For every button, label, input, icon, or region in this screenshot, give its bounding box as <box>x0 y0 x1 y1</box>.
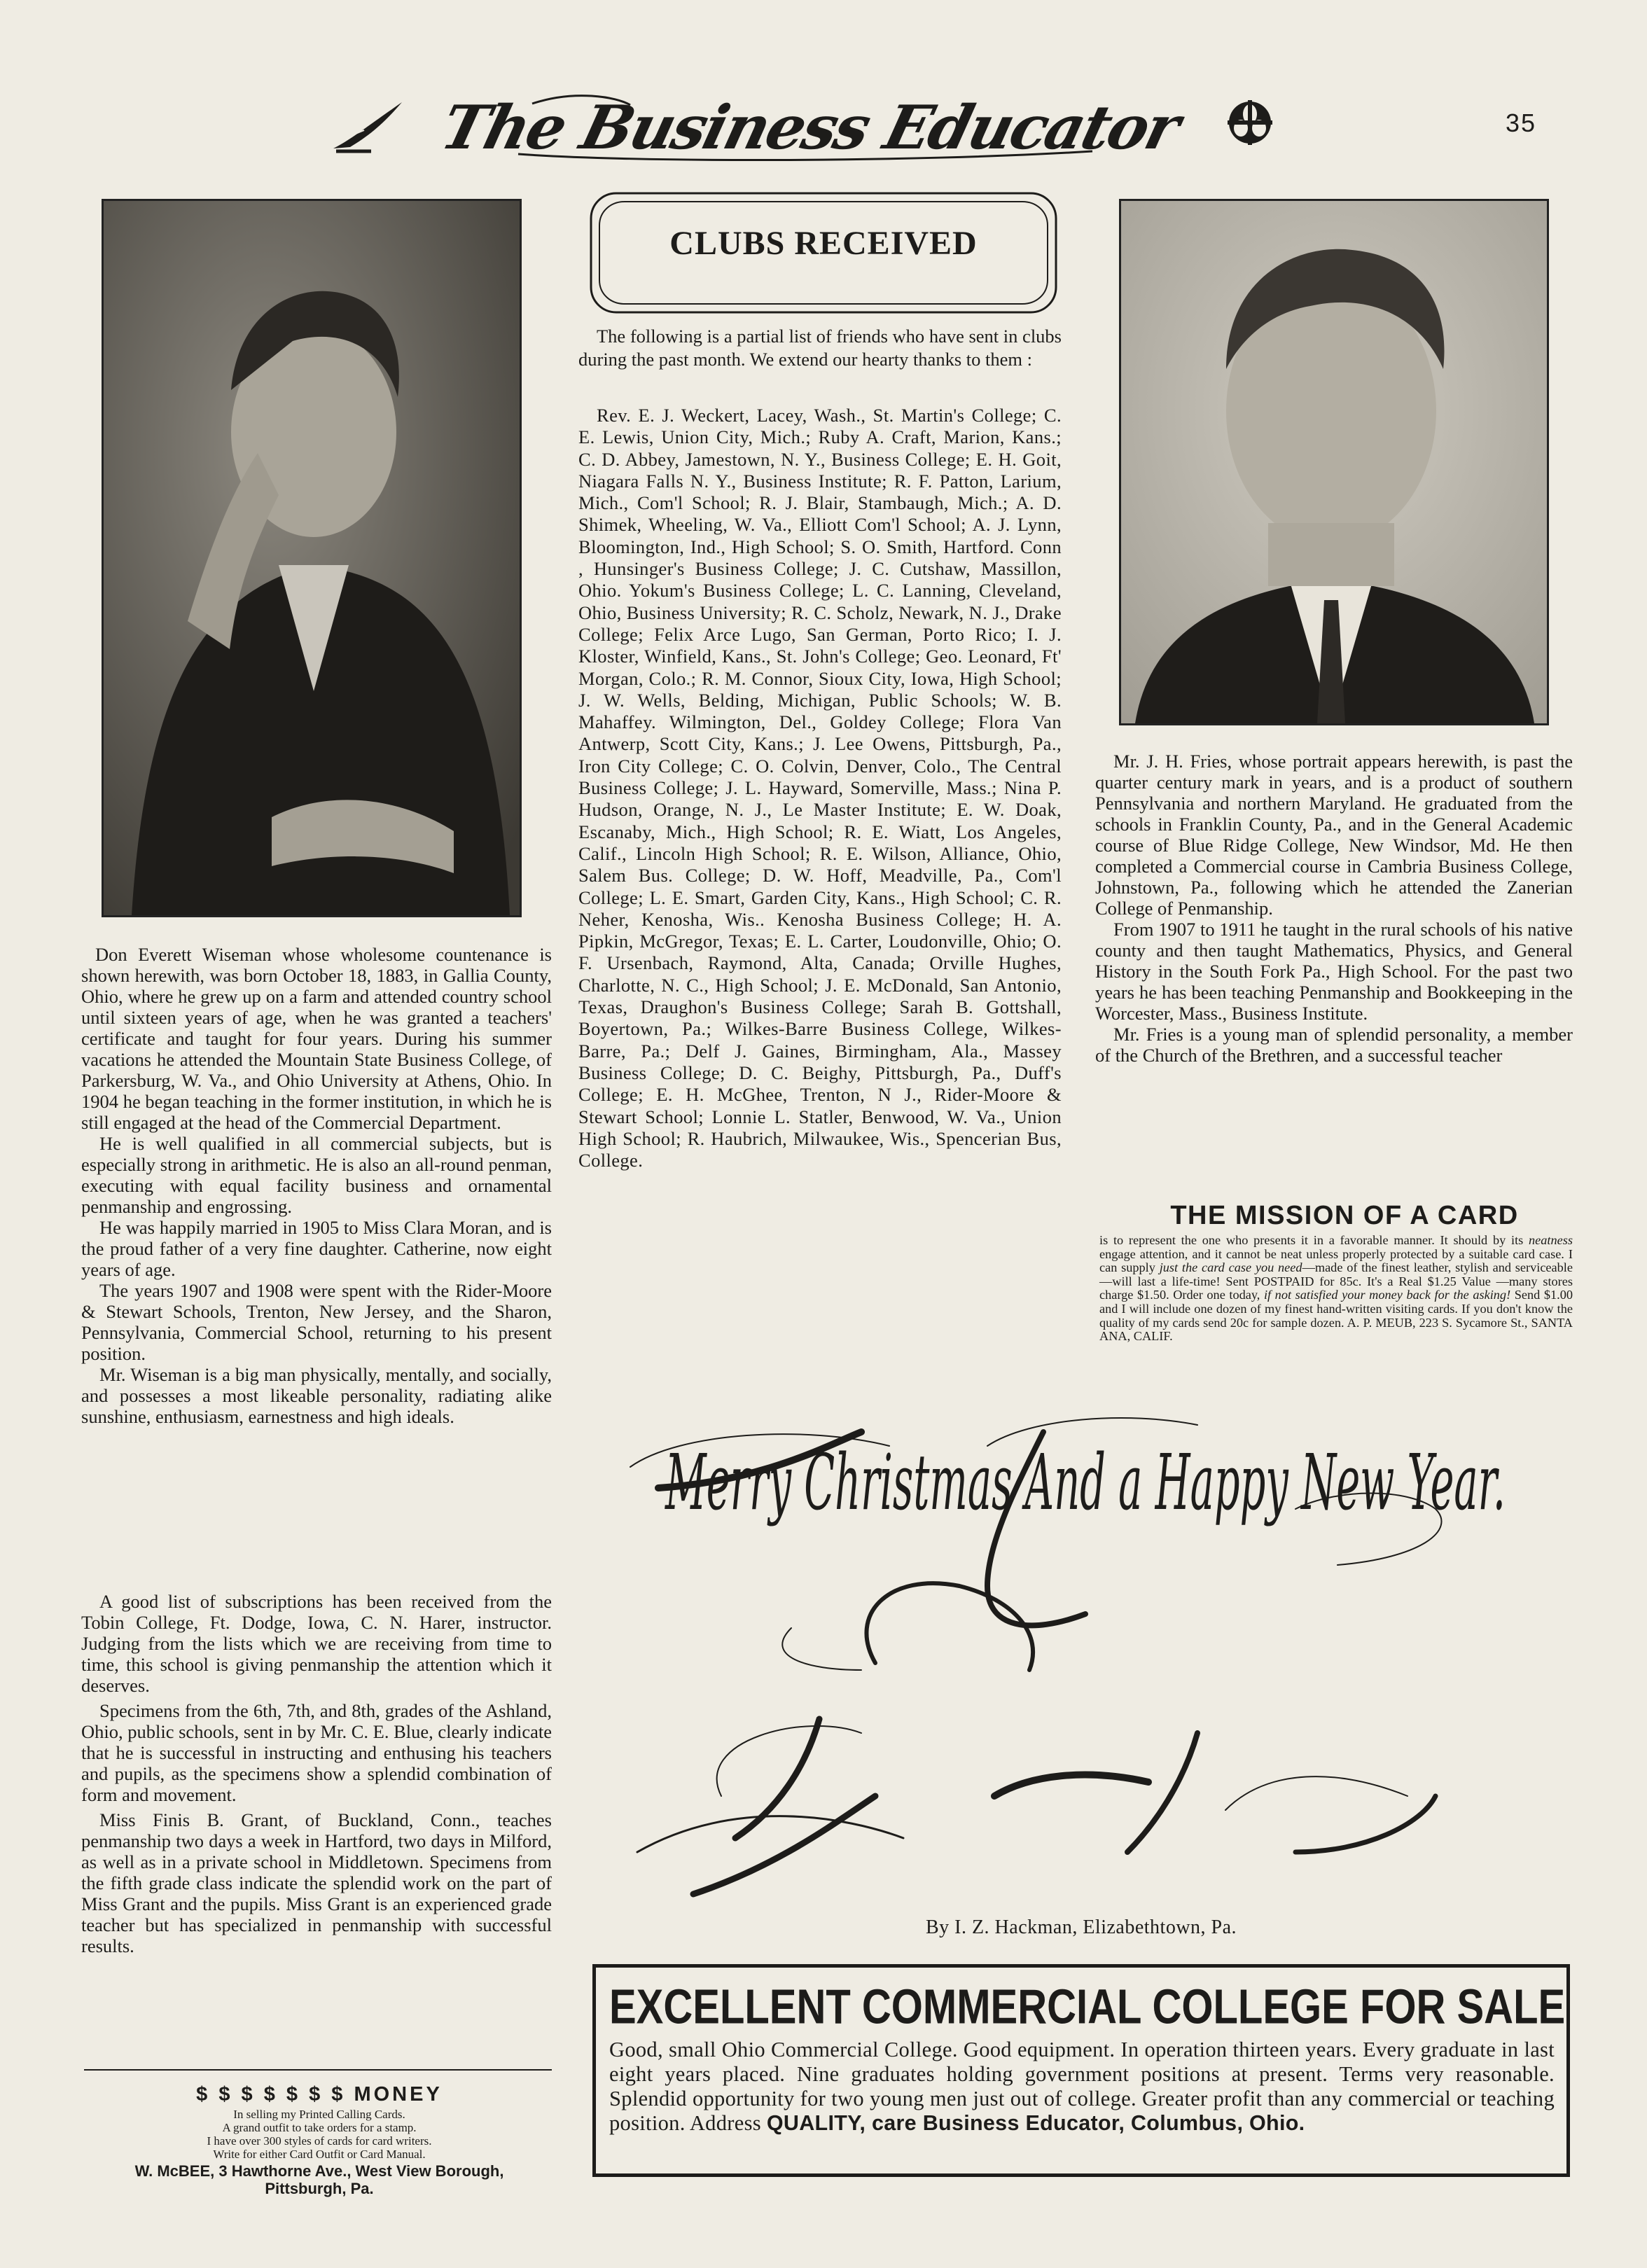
clubs-intro: The following is a partial list of friends who have sent in clubs during the past month. We extend our hearty thanks to them : <box>578 326 1062 370</box>
fries-article <box>1095 751 1573 1066</box>
quill-icon <box>329 98 406 154</box>
wiseman-portrait <box>102 199 522 917</box>
note-paragraph: Specimens from the 6th, 7th, and 8th, grades of the Ashland, Ohio, public schools, sent in by Mr. C. E. Blue, clearly indicate that he is successful in instructing and enthusing his teachers and pupils, as the specimens show a splendid combination of form and movement. <box>81 1700 552 1805</box>
money-ad-line: In selling my Printed Calling Cards. <box>233 2108 405 2121</box>
penmanship-script: Merry Christmas And a Happy New Year. <box>664 1438 1506 1527</box>
wiseman-paragraph: Don Everett Wiseman whose wholesome countenance is shown herewith, was born October 18, 1883, in Gallia County, Ohio, where he grew up on a farm and attended country school until sixteen years of age, when he was granted a teachers' certificate and taught for four years. During his summer vacations he attended the Mountain State Business College, of Parkersburg, W. Va., and Ohio University at Athens, Ohio. In 1904 he began teaching in the former institution, in which he is still engaged at the head of the Commercial Department. <box>81 944 552 1133</box>
mission-title: THE MISSION OF A CARD <box>1170 1201 1519 1230</box>
page-number: 35 <box>1506 109 1537 137</box>
fries-paragraph: Mr. J. H. Fries, whose portrait appears herewith, is past the quarter century mark in years, and is a product of southern Pennsylvania and northern Maryland. He graduated from the schools in Franklin County, Pa., and in the General Academic course of Blue Ridge College, New Windsor, Md. He then completed a Commercial course in Cambria Business College, Johnstown, Pa., following which he attended the Zanerian College of Penmanship. <box>1095 751 1573 919</box>
note-paragraph: A good list of subscriptions has been received from the Tobin College, Ft. Dodge, Iowa, C. N. Harer, instructor. Judging from the lists which we are receiving from time to time, this school is giving penmanship the attention which it deserves. <box>81 1591 552 1696</box>
wiseman-paragraph: The years 1907 and 1908 were spent with the Rider-Moore & Stewart Schools, Trenton, New Jersey, and the Sharon, Pennsylvania, Commercial School, returning to his present position. <box>81 1280 552 1364</box>
mission-body: is to represent the one who presents it in a favorable manner. It should by its neatness engage attention, and it cannot be neat unless properly protected by a suitable card case. I can supply just the card case you need—made of the finest leather, stylish and serviceable—will last a life-time! Sent POSTPAID for 85c. It's a Real $1.25 Value —many stores charge $1.50. Order one today, if not satisfied your money back for the asking! Send $1.00 and I will include one dozen of my finest hand-written visiting cards. If you don't know the quality of my cards send 20c for sample dozen. A. P. MEUB, 223 S. Sycamore St., SANTA ANA, CALIF. <box>1099 1233 1573 1344</box>
penmanship-credit: By I. Z. Hackman, Elizabethtown, Pa. <box>925 1916 1237 1938</box>
fries-paragraph: Mr. Fries is a young man of splendid personality, a member of the Church of the Brethren, and a successful teacher <box>1095 1024 1573 1066</box>
money-ad-address: Pittsburgh, Pa. <box>265 2180 374 2197</box>
sale-ad-body: Good, small Ohio Commercial College. Good equipment. In operation thirteen years. Every graduate in last eight years placed. Nine graduates holding government positions at present. Terms very reasonable. Splendid opportunity for two young men just out of college. Greater profit than any commercial or teaching position. Address QUALITY, care Business Educator, Columbus, Ohio. <box>609 2038 1555 2135</box>
sale-ad-address: QUALITY, care Business Educator, Columbus, Ohio. <box>766 2111 1305 2135</box>
money-ad-line: Write for either Card Outfit or Card Manual. <box>213 2148 426 2161</box>
svg-text:The Business Educator: The Business Educator <box>434 92 1186 163</box>
money-ad-line: A grand outfit to take orders for a stamp. <box>222 2121 417 2134</box>
note-paragraph: Miss Finis B. Grant, of Buckland, Conn., teaches penmanship two days a week in Hartford, two days in Milford, as well as in a private school in Middletown. Specimens from the fifth grade class indicate the splendid work on the part of Miss Grant and the pupils. Miss Grant is an experienced grade teacher but has specialized in penmanship with successful results. <box>81 1809 552 1956</box>
wiseman-article <box>81 944 552 1427</box>
money-ad <box>81 2083 557 2197</box>
money-ad-title: $ $ $ $ $ $ $ MONEY <box>196 2083 443 2106</box>
wiseman-paragraph: Mr. Wiseman is a big man physically, mentally, and socially, and possesses a most likeable personality, radiating alike sunshine, enthusiasm, earnestness and high ideals. <box>81 1364 552 1427</box>
ornament-icon <box>1222 95 1278 151</box>
news-notes <box>81 1591 552 1956</box>
money-ad-address: W. McBEE, 3 Hawthorne Ave., West View Borough, <box>134 2162 504 2180</box>
clubs-title: CLUBS RECEIVED <box>669 225 978 262</box>
penmanship-specimen <box>595 1404 1576 1908</box>
wiseman-paragraph: He was happily married in 1905 to Miss Clara Moran, and is the proud father of a very fine daughter. Catherine, now eight years of age. <box>81 1217 552 1280</box>
money-ad-line: I have over 300 styles of cards for card writers. <box>207 2134 432 2148</box>
clubs-list: Rev. E. J. Weckert, Lacey, Wash., St. Martin's College; C. E. Lewis, Union City, Mich.; Ruby A. Craft, Marion, Kans.; C. D. Abbey, Jamestown, N. Y., Business College; E. H. Goit, Niagara Falls N. Y., Business Institute; R. F. Patton, Larium, Mich., Com'l School; R. J. Blair, Stambaugh, Mich.; A. D. Shimek, Wheeling, W. Va., Elliott Com'l School; A. J. Lynn, Bloomington, Ind., High School; S. O. Smith, Hartford. Conn , Hunsinger's Business College; J. C. Cutshaw, Massillon, Ohio. Yokum's Business College; L. C. Lanning, Cleveland, Ohio, Business University; R. C. Scholz, Newark, N. J., Drake College; Felix Arce Lugo, San German, Porto Rico; I. J. Kloster, Winfield, Kans., St. John's College; Geo. Leonard, Ft' Morgan, Colo.; R. M. Connor, Sioux City, Iowa, High School; J. W. Wells, Belding, Michigan, Public Schools; W. B. Mahaffey. Wilmington, Del., Goldey College; Flora Van Antwerp, Scott City, Kans.; J. Lee Owens, Pittsburgh, Pa., Iron City College; C. O. Colvin, Denver, Colo., The Central Business College; J. L. Hayward, Somerville, Mass.; Nina P. Hudson, Orange, N. J., Le Master Institute; E. W. Doak, Escanaby, Mich., High School; R. E. Wiatt, Los Angeles, Calif., Lincoln High School; R. E. Wilson, Alliance, Ohio, Salem Bus. College; D. W. Hoff, Meadville, Pa., Com'l College; L. E. Smart, Garden City, Kans., High School; C. R. Neher, Kenosha, Wis.. Kenosha Business College; H. A. Pipkin, McGregor, Texas; E. L. Carter, Loudonville, Ohio; O. F. Ursenbach, Raymond, Alta, Canada; Orville Hughes, Charlotte, N. C., High School; J. E. McDonald, San Antonio, Texas, Draughon's Business College; Sarah B. Gottshall, Boyertown, Pa.; Wilkes-Barre Business College, Wilkes-Barre, Pa.; Delf J. Gaines, Birmingham, Ala., Massey Business College; D. C. Beighy, Pittsburgh, Pa., Duff's College; E. H. McGhee, Trenton, N J., Rider-Moore & Stewart School; Lonnie L. Statler, Benwood, W. Va., Union High School; R. Haubrich, Milwaukee, Wis., Spencerian Bus, College. <box>578 405 1062 1171</box>
wiseman-paragraph: He is well qualified in all commercial subjects, but is especially strong in arithmetic. He is also an all-round penman, executing with equal facility business and ornamental penmanship and engrossing. <box>81 1133 552 1217</box>
column-rule <box>84 2069 552 2071</box>
fries-paragraph: From 1907 to 1911 he taught in the rural schools of his native county and then taught Mathematics, Physics, and General History in the South Fork Pa., High School. For the past two years he has been teaching Penmanship and Bookkeeping in the Worcester, Mass., Business Institute. <box>1095 919 1573 1024</box>
fries-portrait <box>1119 199 1549 725</box>
sale-ad-title: EXCELLENT COMMERCIAL COLLEGE FOR SALE <box>609 1980 1566 2035</box>
masthead-logo <box>434 84 1186 168</box>
